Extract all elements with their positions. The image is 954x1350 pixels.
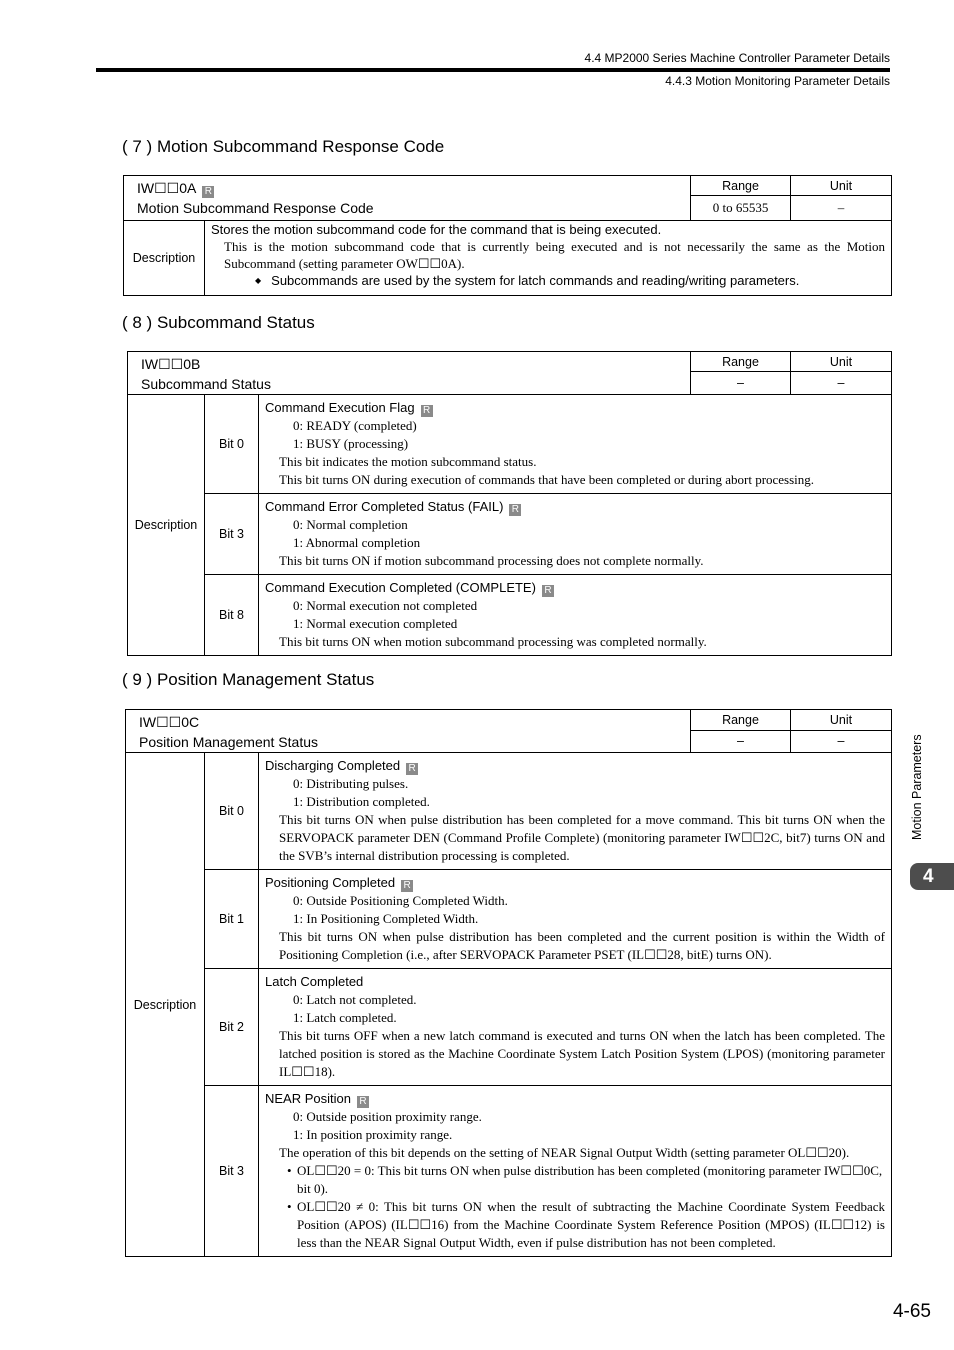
sec9-bit1-title-text: Positioning Completed xyxy=(265,875,396,890)
sec8-bit3-text0: This bit turns ON if motion subcommand processing does not complete normally. xyxy=(279,553,704,568)
sec9-bit0-title-text: Discharging Completed xyxy=(265,758,401,773)
page-number: 4-65 xyxy=(892,1301,931,1322)
sec9-header-cell xyxy=(126,710,691,753)
sec9-bit3-bullet1 xyxy=(265,1162,885,1198)
section-8-title: ( 8 ) Subcommand Status xyxy=(122,313,315,332)
sec8-bit8-label: Bit 8 xyxy=(205,575,259,656)
sec9-bit2-value0: 0: Latch not completed. xyxy=(293,992,417,1007)
sec8-unit-label: Unit xyxy=(791,352,892,372)
sec8-bit0-text0: This bit indicates the motion subcommand status. xyxy=(279,454,537,469)
sec8-bit0-value1: 1: BUSY (processing) xyxy=(293,436,409,451)
sec9-bit3-title-text: NEAR Position xyxy=(265,1091,351,1106)
sec8-bit3-title xyxy=(265,497,885,516)
bullet-dot-icon: • xyxy=(287,1163,292,1178)
sec7-unit-label: Unit xyxy=(791,176,892,196)
sec7-table xyxy=(123,175,892,296)
sec9-register: IW☐☐0C xyxy=(139,714,200,730)
sec9-range-value: – xyxy=(691,730,791,752)
sec7-bullet-text: Subcommands are used by the system for latch commands and reading/writing parameters. xyxy=(271,273,800,288)
sec9-range-label: Range xyxy=(691,710,791,731)
sec7-unit-value: – xyxy=(791,196,892,221)
r-icon: R xyxy=(357,1096,369,1108)
sec8-bit8-title-text: Command Execution Completed (COMPLETE) xyxy=(265,580,536,595)
sec8-bit8-text0: This bit turns ON when motion subcommand processing was completed normally. xyxy=(279,634,707,649)
sec9-unit-label: Unit xyxy=(791,710,892,731)
sec8-bit0-label: Bit 0 xyxy=(205,395,259,494)
sec9-bit3-value1: 1: In position proximity range. xyxy=(293,1127,453,1142)
sec7-header-cell xyxy=(124,176,691,221)
sec8-bit8-title xyxy=(265,578,885,597)
sec7-bullet xyxy=(211,272,885,290)
sec8-bit8-value0: 0: Normal execution not completed xyxy=(293,598,478,613)
sec9-description-label: Description xyxy=(126,753,205,1257)
sec8-bit0-title xyxy=(265,398,885,417)
sec8-bit3-title-text: Command Error Completed Status (FAIL) xyxy=(265,499,504,514)
sec8-bit0-value0: 0: READY (completed) xyxy=(293,418,417,433)
sec8-bit0-title-text: Command Execution Flag xyxy=(265,400,415,415)
sec8-range-label: Range xyxy=(691,352,791,372)
sec8-bit3-label: Bit 3 xyxy=(205,494,259,575)
chapter-tab: 4 xyxy=(910,863,954,890)
sec9-table xyxy=(125,709,892,1257)
sec8-register: IW☐☐0B xyxy=(141,356,201,372)
sec9-bit3-label: Bit 3 xyxy=(205,1086,259,1257)
sec8-table xyxy=(127,351,892,656)
sec8-param-name: Subcommand Status xyxy=(141,376,271,392)
r-icon: R xyxy=(406,763,418,775)
sec9-bit0-title xyxy=(265,756,885,775)
sec8-bit3-cell xyxy=(259,494,892,575)
r-icon: R xyxy=(202,186,214,198)
section-9-title: ( 9 ) Position Management Status xyxy=(122,670,375,689)
section-7-title: ( 7 ) Motion Subcommand Response Code xyxy=(122,137,445,156)
sec7-desc-line2: This is the motion subcommand code that is currently being executed and is not necessarily the same as the Motion Subcommand (setting parameter OW☐☐0A). xyxy=(224,239,886,271)
sec9-param-name: Position Management Status xyxy=(139,734,318,750)
sec7-desc-line1: Stores the motion subcommand code for the command that is being executed. xyxy=(211,222,662,237)
header-rule xyxy=(96,68,890,72)
sec9-bit1-label: Bit 1 xyxy=(205,870,259,969)
sec8-unit-value: – xyxy=(791,372,892,395)
diamond-bullet-icon: ◆ xyxy=(255,276,262,285)
sec7-description-label: Description xyxy=(124,221,205,296)
sec8-description-label: Description xyxy=(128,395,205,656)
sec9-unit-value: – xyxy=(791,730,892,752)
sec9-bit1-text: This bit turns ON when pulse distribution has been completed and the current position is within the Width of Positioning Completion (i.e., after SERVOPACK Parameter PSET (IL☐☐28, bitE) turns ON). xyxy=(279,929,885,962)
sec8-range-value: – xyxy=(691,372,791,395)
sec9-bit3-value0: 0: Outside position proximity range. xyxy=(293,1109,482,1124)
sec7-register: IW☐☐0A xyxy=(137,180,197,196)
sec9-bit2-title: Latch Completed xyxy=(265,974,364,989)
sec9-bit0-value1: 1: Distribution completed. xyxy=(293,794,430,809)
sec8-header-cell xyxy=(128,352,691,395)
sec9-bit1-value1: 1: In Positioning Completed Width. xyxy=(293,911,479,926)
sec7-param-name: Motion Subcommand Response Code xyxy=(137,200,374,216)
bullet-dot-icon: • xyxy=(287,1199,292,1214)
sec9-bit2-text: This bit turns OFF when a new latch command is executed and turns ON when the latch has been completed. The latched position is stored as the Machine Coordinate System Latch Position System (LPOS) (monitoring parameter IL☐☐18). xyxy=(279,1028,885,1079)
sec9-bit3-bullet1-text: OL☐☐20 = 0: This bit turns ON when pulse distribution has been completed (monitoring parameter IW☐☐0C, bit 0). xyxy=(297,1163,883,1196)
r-icon: R xyxy=(401,880,413,892)
sec9-bit2-value1: 1: Latch completed. xyxy=(293,1010,397,1025)
r-icon: R xyxy=(509,504,521,516)
r-icon: R xyxy=(542,585,554,597)
sec7-description xyxy=(205,221,892,296)
sec9-bit0-text: This bit turns ON when pulse distribution has been completed for a move command. This bit turns ON when the SERVOPACK parameter DEN (Command Profile Complete) (monitoring parameter IW☐☐2C, bit7) turns ON and the SVB’s internal distribution processing is completed. xyxy=(279,812,885,863)
sec9-bit1-value0: 0: Outside Positioning Completed Width. xyxy=(293,893,508,908)
sec8-bit0-text1: This bit turns ON during execution of commands that have been completed or during abort processing. xyxy=(279,472,815,487)
sec8-bit3-value1: 1: Abnormal completion xyxy=(293,535,421,550)
sec9-bit3-title xyxy=(265,1089,885,1108)
sec9-bit2-cell xyxy=(259,969,892,1086)
sec9-bit3-text: The operation of this bit depends on the setting of NEAR Signal Output Width (setting parameter OL☐☐20). xyxy=(279,1145,850,1160)
sec9-bit2-label: Bit 2 xyxy=(205,969,259,1086)
sec9-bit3-bullet2 xyxy=(265,1198,885,1252)
sec7-range-value: 0 to 65535 xyxy=(691,196,791,221)
sec9-bit3-cell xyxy=(259,1086,892,1257)
sec8-bit8-value1: 1: Normal execution completed xyxy=(293,616,458,631)
header-subsection: 4.4.3 Motion Monitoring Parameter Details xyxy=(665,74,890,88)
side-section-label: Motion Parameters xyxy=(910,734,924,840)
sec9-bit3-bullet2-text: OL☐☐20 ≠ 0: This bit turns ON when the result of subtracting the Machine Coordinate System Feedback Position (APOS) (IL☐☐16) from the Machine Coordinate System Reference Position (MPOS) (IL☐☐12) is less than the NEAR Signal Output Width, even if pulse distribution has not been completed. xyxy=(297,1199,885,1250)
sec8-bit0-cell xyxy=(259,395,892,494)
sec9-bit0-label: Bit 0 xyxy=(205,753,259,870)
sec8-bit8-cell xyxy=(259,575,892,656)
sec7-range-label: Range xyxy=(691,176,791,196)
sec8-bit3-value0: 0: Normal completion xyxy=(293,517,408,532)
sec9-bit0-value0: 0: Distributing pulses. xyxy=(293,776,409,791)
sec9-bit0-cell xyxy=(259,753,892,870)
sec9-bit1-cell xyxy=(259,870,892,969)
sec9-bit1-title xyxy=(265,873,885,892)
r-icon: R xyxy=(421,405,433,417)
header-section: 4.4 MP2000 Series Machine Controller Parameter Details xyxy=(584,51,890,65)
